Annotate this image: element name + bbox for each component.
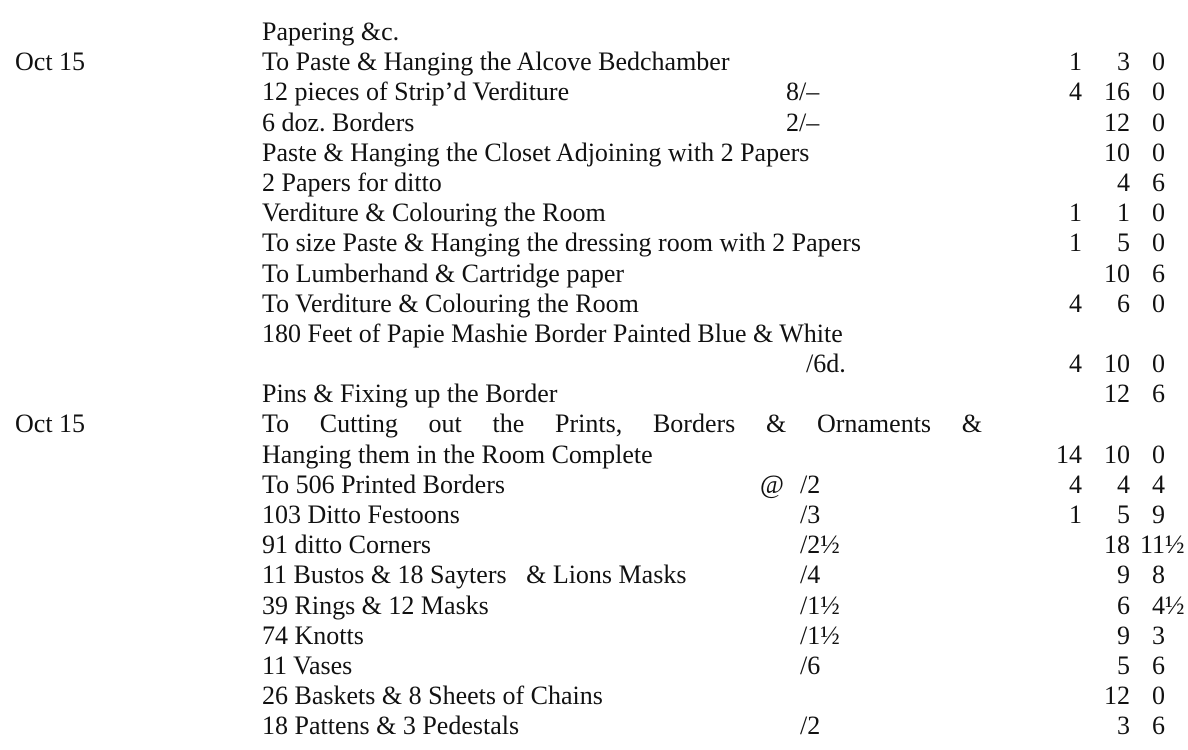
ledger-row bbox=[0, 379, 1188, 409]
entry-description: To Cutting out the Prints, Borders & Ornaments & bbox=[262, 409, 982, 439]
entry-rate: /1½ bbox=[800, 590, 840, 620]
amount-pence: 8 bbox=[1152, 560, 1165, 590]
ledger-row bbox=[0, 319, 1188, 349]
amount-shillings: 16 bbox=[1104, 77, 1130, 107]
entry-date: Oct 15 bbox=[15, 47, 86, 77]
amount-pence: 0 bbox=[1152, 439, 1165, 469]
entry-description: 6 doz. Borders bbox=[262, 107, 415, 137]
amount-pence: 11½ bbox=[1140, 530, 1185, 560]
entry-rate: /2 bbox=[800, 711, 821, 741]
amount-shillings: 10 bbox=[1104, 137, 1130, 167]
ledger-row bbox=[0, 591, 1188, 621]
entry-description: Pins & Fixing up the Border bbox=[262, 379, 558, 409]
entry-rate: /4 bbox=[800, 560, 821, 590]
amount-pence: 6 bbox=[1152, 650, 1165, 680]
entry-description: 180 Feet of Papie Mashie Border Painted Blue & White bbox=[262, 318, 843, 348]
amount-pounds: 4 bbox=[1069, 349, 1082, 379]
entry-rate: /2 bbox=[800, 469, 821, 499]
entry-description: To size Paste & Hanging the dressing room with 2 Papers bbox=[262, 228, 861, 258]
amount-shillings: 12 bbox=[1104, 379, 1130, 409]
amount-shillings: 5 bbox=[1117, 500, 1130, 529]
ledger-row bbox=[0, 47, 1188, 77]
entry-description: To Verditure & Colouring the Room bbox=[262, 288, 639, 318]
entry-description: To Lumberhand & Cartridge paper bbox=[262, 258, 625, 288]
amount-pounds: 4 bbox=[1069, 77, 1082, 107]
entry-description: 39 Rings & 12 Masks bbox=[262, 590, 489, 620]
entry-rate: /3 bbox=[800, 500, 821, 529]
ledger-row bbox=[0, 409, 1188, 439]
entry-description: To 506 Printed Borders bbox=[262, 469, 505, 499]
amount-pence: 4 bbox=[1152, 469, 1165, 499]
ledger-row bbox=[0, 711, 1188, 741]
cropped-next-line bbox=[262, 745, 862, 750]
entry-description: Paste & Hanging the Closet Adjoining with 2 Papers bbox=[262, 137, 810, 167]
amount-shillings: 4 bbox=[1117, 469, 1130, 499]
section-heading-row bbox=[0, 17, 1188, 47]
amount-pounds: 1 bbox=[1069, 198, 1082, 228]
ledger-row-continuation bbox=[0, 349, 1188, 379]
ledger-row bbox=[0, 108, 1188, 138]
amount-shillings: 1 bbox=[1117, 198, 1130, 228]
ledger-row bbox=[0, 289, 1188, 319]
amount-pence: 3 bbox=[1152, 620, 1165, 650]
amount-shillings: 10 bbox=[1104, 258, 1130, 288]
entry-rate: 2/– bbox=[786, 107, 820, 137]
ledger-row bbox=[0, 228, 1188, 258]
amount-shillings: 18 bbox=[1104, 530, 1130, 560]
amount-shillings: 6 bbox=[1117, 590, 1130, 620]
entry-rate: /6 bbox=[800, 650, 821, 680]
entry-description: 74 Knotts bbox=[262, 620, 364, 650]
entry-description: Hanging them in the Room Complete bbox=[262, 439, 653, 469]
amount-pence: 6 bbox=[1152, 379, 1165, 409]
entry-description: 91 ditto Corners bbox=[262, 530, 431, 560]
amount-shillings: 9 bbox=[1117, 620, 1130, 650]
amount-pence: 0 bbox=[1152, 137, 1165, 167]
section-heading: Papering &c. bbox=[262, 17, 400, 46]
ledger-row-continuation bbox=[0, 440, 1188, 470]
amount-pence: 0 bbox=[1152, 228, 1165, 258]
entry-rate: /6d. bbox=[806, 349, 846, 379]
ledger-table bbox=[0, 17, 1188, 742]
amount-shillings: 10 bbox=[1104, 439, 1130, 469]
amount-pence: 0 bbox=[1152, 198, 1165, 228]
entry-rate: /2½ bbox=[800, 530, 840, 560]
entry-description: 2 Papers for ditto bbox=[262, 167, 442, 197]
ledger-row bbox=[0, 198, 1188, 228]
amount-shillings: 5 bbox=[1117, 650, 1130, 680]
amount-shillings: 12 bbox=[1104, 107, 1130, 137]
amount-pounds: 1 bbox=[1069, 500, 1082, 529]
amount-pence: 9 bbox=[1152, 500, 1165, 529]
amount-pounds: 4 bbox=[1069, 288, 1082, 318]
at-symbol: @ bbox=[760, 469, 784, 499]
entry-description: 103 Ditto Festoons bbox=[262, 500, 460, 529]
amount-shillings: 12 bbox=[1104, 681, 1130, 711]
entry-date: Oct 15 bbox=[15, 409, 86, 439]
amount-pence: 0 bbox=[1152, 288, 1165, 318]
entry-rate: /1½ bbox=[800, 620, 840, 650]
entry-description: 26 Baskets & 8 Sheets of Chains bbox=[262, 681, 603, 711]
entry-rate: 8/– bbox=[786, 77, 820, 107]
entry-description: 12 pieces of Strip’d Verditure bbox=[262, 77, 570, 107]
ledger-row bbox=[0, 530, 1188, 560]
amount-pence: 6 bbox=[1152, 258, 1165, 288]
amount-pounds: 14 bbox=[1056, 439, 1082, 469]
ledger-row bbox=[0, 560, 1188, 590]
amount-shillings: 3 bbox=[1117, 47, 1130, 77]
amount-pence: 6 bbox=[1152, 167, 1165, 197]
amount-pence: 6 bbox=[1152, 711, 1165, 741]
amount-pence: 0 bbox=[1152, 349, 1165, 379]
amount-pence: 0 bbox=[1152, 681, 1165, 711]
amount-pence: 0 bbox=[1152, 47, 1165, 77]
entry-description: 18 Pattens & 3 Pedestals bbox=[262, 711, 520, 741]
ledger-row bbox=[0, 259, 1188, 289]
entry-description: 11 Vases bbox=[262, 650, 353, 680]
ledger-row bbox=[0, 681, 1188, 711]
entry-description: Verditure & Colouring the Room bbox=[262, 198, 606, 228]
amount-pounds: 1 bbox=[1069, 228, 1082, 258]
ledger-row bbox=[0, 500, 1188, 530]
amount-shillings: 6 bbox=[1117, 288, 1130, 318]
ledger-row bbox=[0, 77, 1188, 107]
amount-pence: 4½ bbox=[1152, 590, 1185, 620]
amount-pounds: 4 bbox=[1069, 469, 1082, 499]
ledger-row bbox=[0, 651, 1188, 681]
amount-shillings: 3 bbox=[1117, 711, 1130, 741]
entry-description: 11 Bustos & 18 Sayters & Lions Masks bbox=[262, 560, 687, 590]
amount-shillings: 5 bbox=[1117, 228, 1130, 258]
amount-pounds: 1 bbox=[1069, 47, 1082, 77]
amount-pence: 0 bbox=[1152, 77, 1165, 107]
amount-shillings: 10 bbox=[1104, 349, 1130, 379]
ledger-row bbox=[0, 621, 1188, 651]
ledger-row bbox=[0, 168, 1188, 198]
ledger-row bbox=[0, 470, 1188, 500]
ledger-row bbox=[0, 138, 1188, 168]
amount-shillings: 4 bbox=[1117, 167, 1130, 197]
amount-shillings: 9 bbox=[1117, 560, 1130, 590]
amount-pence: 0 bbox=[1152, 107, 1165, 137]
entry-description: To Paste & Hanging the Alcove Bedchamber bbox=[262, 47, 730, 77]
